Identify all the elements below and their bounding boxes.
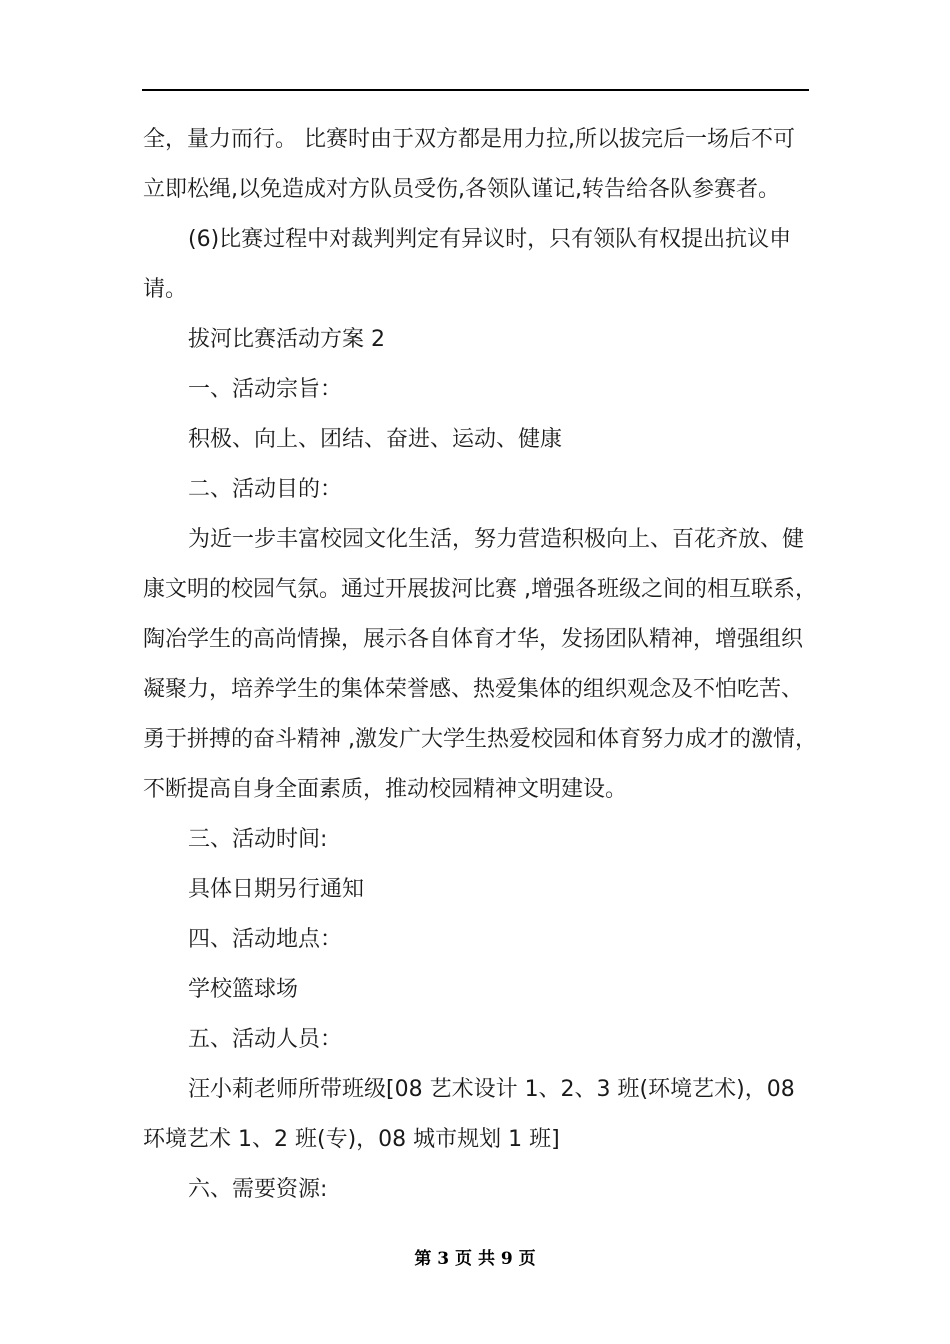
text-line-12: 凝聚力，培养学生的集体荣誉感、热爱集体的组织观念及不怕吃苦、 xyxy=(143,677,804,702)
text-line-4: 请。 xyxy=(143,277,188,302)
text-line-18: 学校篮球场 xyxy=(188,977,299,1002)
heading-participants: 五、活动人员： xyxy=(188,1027,343,1052)
section-title: 拔河比赛活动方案 2 xyxy=(188,327,385,352)
heading-time: 三、活动时间: xyxy=(188,827,328,852)
heading-goal: 二、活动目的： xyxy=(188,477,343,502)
text-line-1: 全，量力而行。 比赛时由于双方都是用力拉,所以拔完后一场后不可 xyxy=(143,127,795,152)
header-rule xyxy=(142,89,809,91)
heading-purpose: 一、活动宗旨： xyxy=(188,377,343,402)
document-body xyxy=(143,115,817,1215)
text-line-7: 积极、向上、团结、奋进、运动、健康 xyxy=(188,427,563,452)
text-line-21: 环境艺术 1、2 班(专)，08 城市规划 1 班] xyxy=(143,1127,560,1152)
page-number: 第 3 页 共 9 页 xyxy=(414,1249,536,1269)
text-line-14: 不断提高自身全面素质，推动校园精神文明建设。 xyxy=(143,777,628,802)
heading-resources: 六、需要资源: xyxy=(188,1177,328,1202)
text-line-9: 为近一步丰富校园文化生活，努力营造积极向上、百花齐放、健 xyxy=(188,527,805,552)
text-line-10: 康文明的校园气氛。通过开展拔河比赛 ,增强各班级之间的相互联系， xyxy=(143,577,817,602)
text-line-11: 陶冶学生的高尚情操，展示各自体育才华，发扬团队精神，增强组织 xyxy=(143,627,804,652)
text-line-13: 勇于拼搏的奋斗精神 ,激发广大学生热爱校园和体育努力成才的激情， xyxy=(143,727,817,752)
heading-location: 四、活动地点： xyxy=(188,927,343,952)
text-line-2: 立即松绳,以免造成对方队员受伤,各领队谨记,转告给各队参赛者。 xyxy=(143,177,780,202)
text-line-3: (6)比赛过程中对裁判判定有异议时，只有领队有权提出抗议申 xyxy=(188,227,792,252)
text-line-16: 具体日期另行通知 xyxy=(188,877,365,902)
text-line-20: 汪小莉老师所带班级[08 艺术设计 1、2、3 班(环境艺术)，08 xyxy=(188,1077,795,1102)
